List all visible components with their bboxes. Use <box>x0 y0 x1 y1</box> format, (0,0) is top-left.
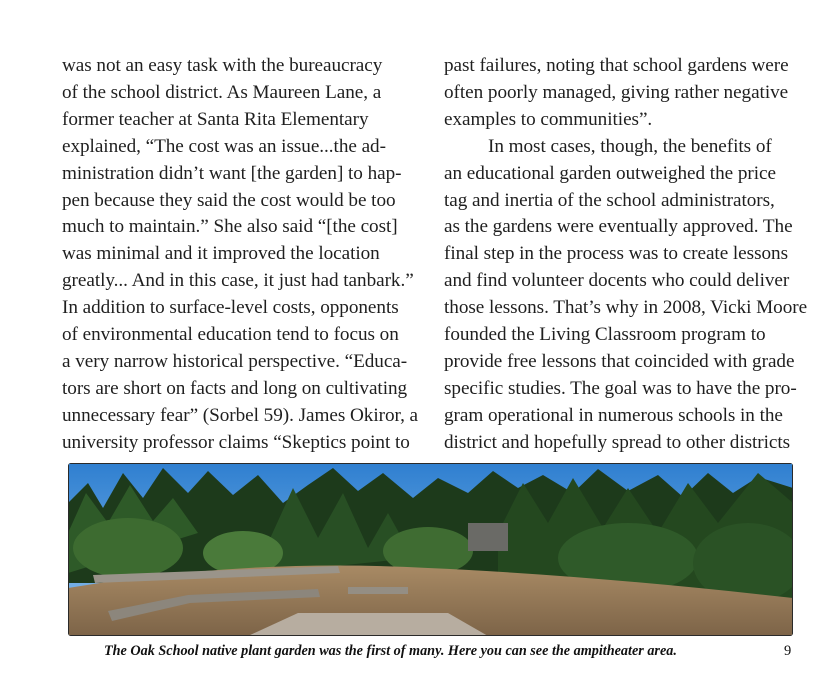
text-line: often poorly managed, giving rather negative <box>444 81 789 103</box>
text-line: tors are short on facts and long on cultivating <box>62 377 408 399</box>
text-line: past failures, noting that school gardens were <box>444 55 789 76</box>
text-line: of environmental education tend to focus on <box>62 324 399 346</box>
text-line: greatly... And in this case, it just had tanbark.” <box>62 270 414 292</box>
text-line: tag and inertia of the school administrators, <box>444 189 775 211</box>
text-line: founded the Living Classroom program to <box>444 324 766 346</box>
left-text-column <box>62 53 418 457</box>
right-text-column <box>444 53 808 457</box>
text-line: gram operational in numerous schools in the <box>444 404 783 426</box>
text-line: district and hopefully spread to other districts <box>444 431 791 453</box>
garden-photo-illustration <box>68 463 793 636</box>
text-line: a very narrow historical perspective. “Educa- <box>62 350 408 372</box>
garden-photo <box>68 463 793 636</box>
text-line: In most cases, though, the benefits of <box>488 135 772 157</box>
text-line: much to maintain.” She also said “[the cost] <box>62 216 398 238</box>
text-line: specific studies. The goal was to have the pro- <box>444 377 797 399</box>
text-line: those lessons. That’s why in 2008, Vicki Moore <box>444 297 808 319</box>
page-number: 9 <box>784 643 792 659</box>
text-line: was minimal and it improved the location <box>62 243 380 265</box>
photo-caption: The Oak School native plant garden was the first of many. Here you can see the ampitheater area. <box>104 643 677 659</box>
text-line: ministration didn’t want [the garden] to hap- <box>62 162 402 184</box>
text-line: of the school district. As Maureen Lane, a <box>62 81 382 103</box>
text-line: university professor claims “Skeptics point to <box>62 431 410 453</box>
text-line: unnecessary fear” (Sorbel 59). James Okiror, a <box>62 404 419 426</box>
text-line: provide free lessons that coincided with grade <box>444 350 795 372</box>
text-line: and find volunteer docents who could deliver <box>444 270 790 292</box>
text-line: pen because they said the cost would be too <box>62 189 396 211</box>
text-line: as the gardens were eventually approved. The <box>444 216 793 238</box>
text-line: an educational garden outweighed the price <box>444 162 776 184</box>
text-line: was not an easy task with the bureaucracy <box>62 55 383 76</box>
text-line: explained, “The cost was an issue...the ad- <box>62 135 386 157</box>
text-line: In addition to surface-level costs, opponents <box>62 297 399 319</box>
text-line: final step in the process was to create lessons <box>444 243 788 265</box>
text-line: examples to communities”. <box>444 108 653 130</box>
text-line: former teacher at Santa Rita Elementary <box>62 108 369 130</box>
